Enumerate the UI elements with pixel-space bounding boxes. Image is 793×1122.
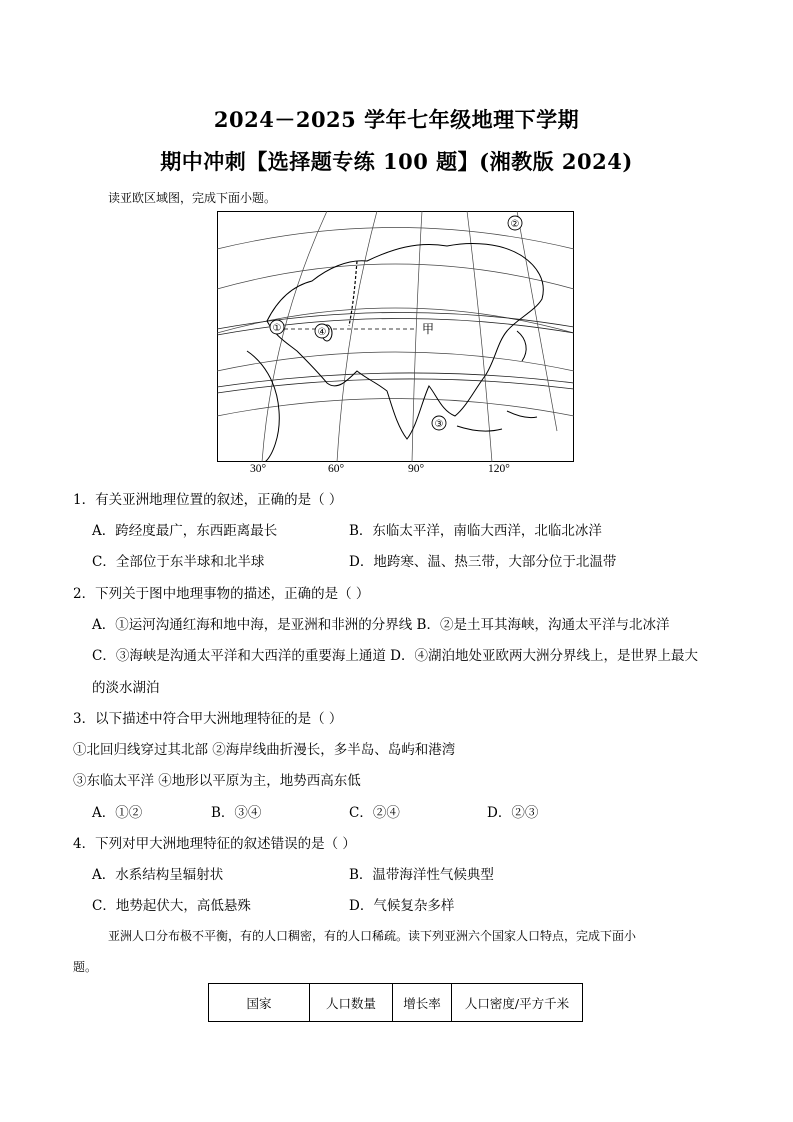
intro-map: 读亚欧区域图，完成下面小题。 <box>108 191 277 205</box>
q2-stem: 2．下列关于图中地理事物的描述，正确的是（ ） <box>73 586 370 602</box>
tick-60: 60° <box>328 463 345 475</box>
label-4 <box>315 324 329 338</box>
q3-option-c: C．②④ <box>349 805 400 821</box>
q4-option-a: A．水系结构呈辐射状 <box>92 867 224 883</box>
title-line-2: 期中冲刺【选择题专练 100 题】(湘教版 2024) <box>160 149 633 174</box>
tick-120: 120° <box>488 463 510 475</box>
title-line-1: 2024－2025 学年七年级地理下学期 <box>213 107 580 132</box>
q4-option-d: D．气候复杂多样 <box>349 898 455 914</box>
population-table <box>208 983 583 1022</box>
q3-option-a: A．①② <box>92 805 143 821</box>
tick-90: 90° <box>408 463 425 475</box>
q3-option-b: B．③④ <box>211 805 262 821</box>
label-3 <box>432 416 446 430</box>
q2-options-ab: A．①运河沟通红海和地中海，是亚洲和非洲的分界线 B．②是土耳其海峡，沟通太平洋与北冰洋 <box>92 617 670 633</box>
q4-stem: 4．下列对甲大洲地理特征的叙述错误的是（ ） <box>73 836 356 852</box>
header-density: 人口密度/平方千米 <box>452 984 583 1022</box>
q1-option-b: B．东临太平洋，南临大西洋，北临北冰洋 <box>349 523 602 539</box>
eurasia-map <box>217 211 574 462</box>
header-population: 人口数量 <box>310 984 393 1022</box>
label-1 <box>270 320 284 334</box>
q2-options-cd: C．③海峡是沟通太平洋和大西洋的重要海上通道 D．④湖泊地处亚欧两大洲分界线上，是世界上最大 <box>92 648 698 664</box>
q3-statements-34: ③东临太平洋 ④地形以平原为主，地势西高东低 <box>73 773 361 789</box>
q4-option-b: B．温带海洋性气候典型 <box>349 867 494 883</box>
svg-text:①: ① <box>272 323 282 334</box>
label-jia: 甲 <box>422 322 435 336</box>
table-header-row <box>209 984 583 1022</box>
header-growth: 增长率 <box>393 984 452 1022</box>
q2-option-d-cont: 的淡水湖泊 <box>92 680 160 696</box>
q4-option-c: C．地势起伏大，高低悬殊 <box>92 898 251 914</box>
q1-option-c: C．全部位于东半球和北半球 <box>92 554 265 570</box>
header-country: 国家 <box>209 984 310 1022</box>
tick-30: 30° <box>250 463 267 475</box>
q1-option-a: A．跨经度最广，东西距离最长 <box>92 523 278 539</box>
svg-text:②: ② <box>510 219 520 230</box>
q3-statements-12: ①北回归线穿过其北部 ②海岸线曲折漫长，多半岛、岛屿和港湾 <box>73 742 456 758</box>
svg-text:④: ④ <box>317 327 327 338</box>
label-2 <box>508 216 522 230</box>
q1-option-d: D．地跨寒、温、热三带，大部分位于北温带 <box>349 554 617 570</box>
svg-text:③: ③ <box>434 419 444 430</box>
q1-stem: 1．有关亚洲地理位置的叙述，正确的是（ ） <box>73 492 343 508</box>
q3-option-d: D．②③ <box>487 805 539 821</box>
intro-population-1: 亚洲人口分布极不平衡，有的人口稠密，有的人口稀疏。读下列亚洲六个国家人口特点，完成下面小 <box>108 929 637 943</box>
q3-stem: 3．以下描述中符合甲大洲地理特征的是（ ） <box>73 711 343 727</box>
intro-population-2: 题。 <box>73 960 98 974</box>
